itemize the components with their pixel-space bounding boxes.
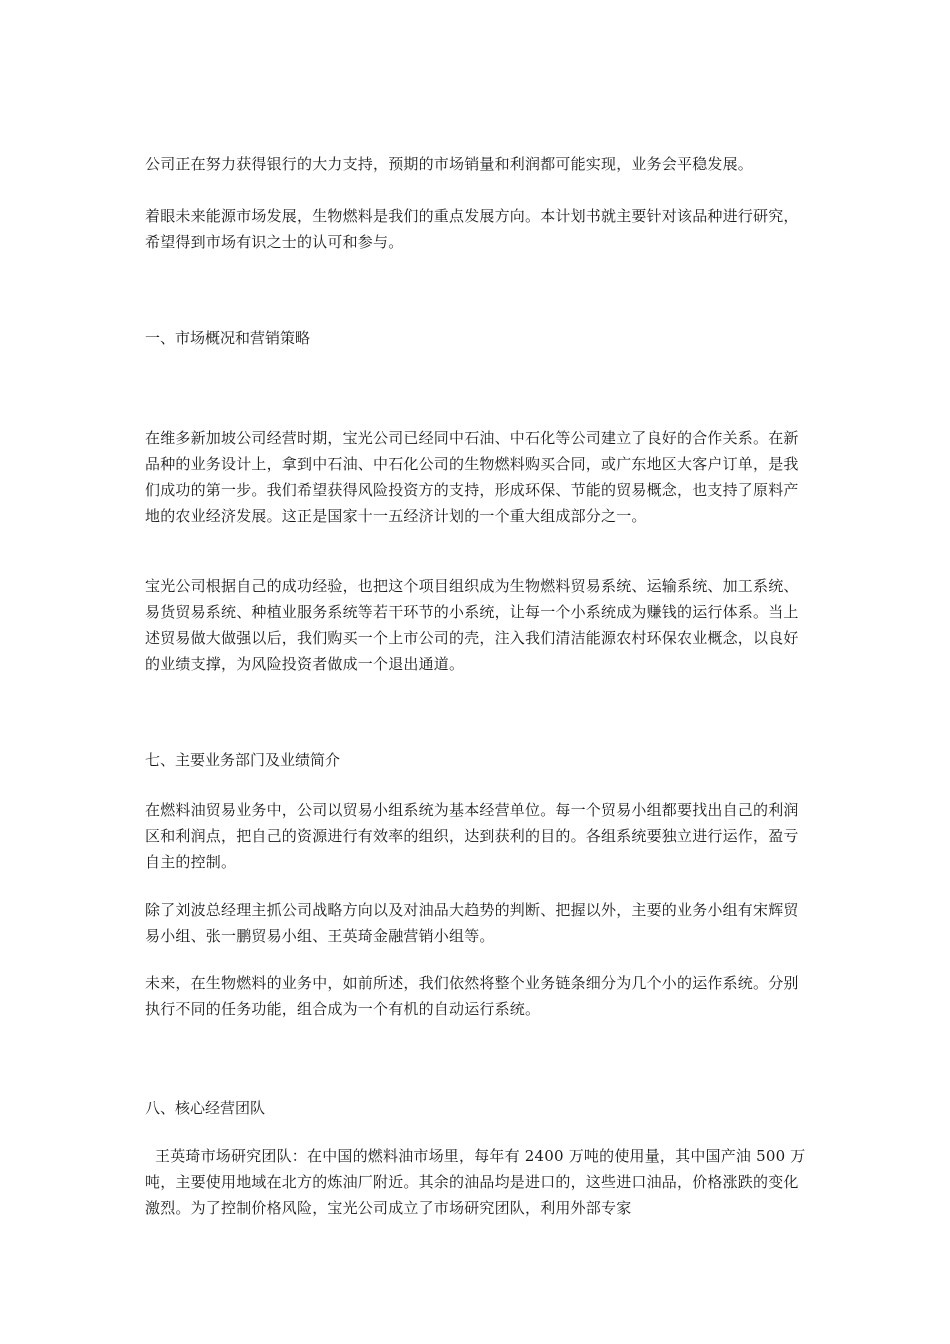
paragraph-future-biofuel: 未来，在生物燃料的业务中，如前所述，我们依然将整个业务链条细分为几个小的运作系统。分别执行不同的任务功能，组合成为一个有机的自动运行系统。 <box>145 974 799 1018</box>
paragraph-business-teams: 除了刘波总经理主抓公司战略方向以及对油品大趋势的判断、把握以外，主要的业务小组有宋辉贸易小组、张一鹏贸易小组、王英琦金融营销小组等。 <box>145 901 799 945</box>
paragraph-research-team: 王英琦市场研究团队：在中国的燃料油市场里，每年有 2400 万吨的使用量，其中国产油 500 万吨，主要使用地域在北方的炼油厂附近。其余的油品均是进口的，这些进口油品，价格涨跌的变化激烈。为了控制价格风险，宝光公司成立了市场研究团队，利用外部专家 <box>145 1147 806 1217</box>
paragraph-market-cooperation: 在维多新加坡公司经营时期，宝光公司已经同中石油、中石化等公司建立了良好的合作关系。在新品种的业务设计上，拿到中石油、中石化公司的生物燃料购买合同，或广东地区大客户订单，是我们成功的第一步。我们希望获得风险投资方的支持，形成环保、节能的贸易概念，也支持了原料产地的农业经济发展。这正是国家十一五经济计划的一个重大组成部分之一。 <box>145 429 799 525</box>
paragraph-biofuel-focus: 着眼未来能源市场发展，生物燃料是我们的重点发展方向。本计划书就主要针对该品种进行研究，希望得到市场有识之士的认可和参与。 <box>145 207 799 251</box>
paragraph-trading-groups: 在燃料油贸易业务中，公司以贸易小组系统为基本经营单位。每一个贸易小组都要找出自己的利润区和利润点，把自己的资源进行有效率的组织，达到获利的目的。各组系统要独立进行运作，盈亏自主的控制。 <box>145 801 799 871</box>
heading-market-overview: 一、市场概况和营销策略 <box>145 329 311 347</box>
paragraph-market-systems: 宝光公司根据自己的成功经验，也把这个项目组织成为生物燃料贸易系统、运输系统、加工系统、易货贸易系统、种植业服务系统等若干环节的小系统，让每一个小系统成为赚钱的运行体系。当上述贸易做大做强以后，我们购买一个上市公司的壳，注入我们清洁能源农村环保农业概念，以良好的业绩支撑，为风险投资者做成一个退出通道。 <box>145 577 799 673</box>
paragraph-bank-support: 公司正在努力获得银行的大力支持，预期的市场销量和利润都可能实现，业务会平稳发展。 <box>145 155 754 173</box>
heading-business-departments: 七、主要业务部门及业绩简介 <box>145 751 341 769</box>
heading-core-team: 八、核心经营团队 <box>145 1099 266 1117</box>
